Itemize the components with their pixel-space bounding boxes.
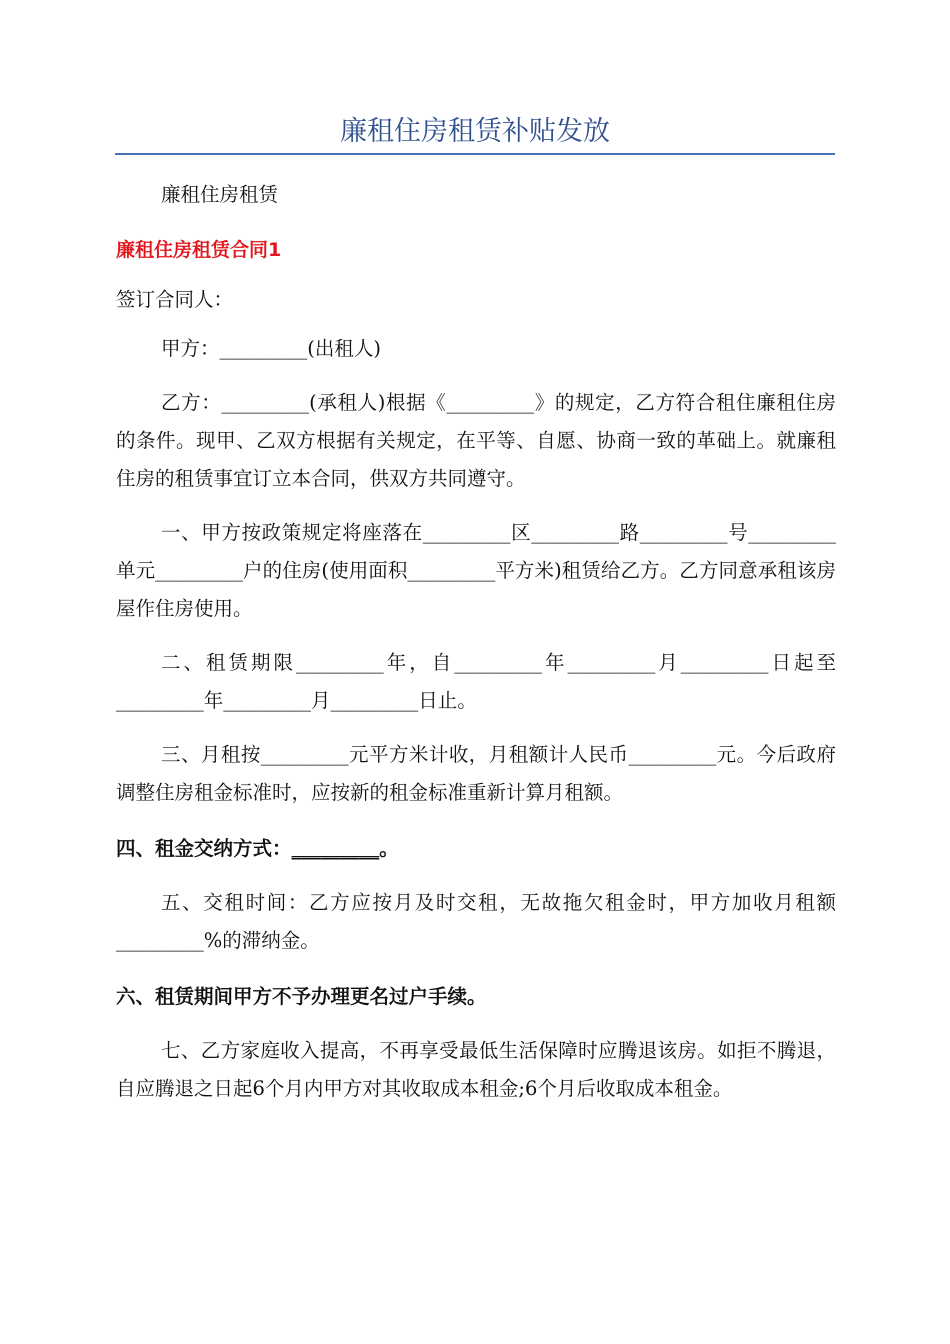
clause-1-paragraph: 一、甲方按政策规定将座落在_________区_________路_________号_________单元_________户的住房(使用面积_________平方米)租赁给乙方。乙方同意承租该房屋作住房使用。 [116,521,836,620]
clause-4-prefix: 四、租金交纳方式： [116,837,292,860]
signers-label: 签订合同人： [116,288,234,311]
party-a-paragraph: 甲方：_________(出租人) [161,337,381,360]
clause-4-blank: _________ [291,837,380,860]
clause-7-paragraph: 七、乙方家庭收入提高，不再享受最低生活保障时应腾退该房。如拒不腾退，自应腾退之日起6个月内甲方对其收取成本租金;6个月后收取成本租金。 [116,1039,836,1100]
title-underline-rule [115,153,835,155]
party-b-paragraph: 乙方：_________(承租人)根据《_________》的规定，乙方符合租住廉租住房的条件。现甲、乙双方根据有关规定，在平等、自愿、协商一致的革础上。就廉租住房的租赁事宜订立本合同，供双方共同遵守。 [116,391,836,490]
clause-3-paragraph: 三、月租按_________元平方米计收，月租额计人民币_________元。今后政府调整住房租金标准时，应按新的租金标准重新计算月租额。 [116,743,836,804]
clause-5-paragraph: 五、交租时间：乙方应按月及时交租，无故拖欠租金时，甲方加收月租额_________%的滞纳金。 [116,891,836,952]
clause-6-paragraph: 六、租赁期间甲方不予办理更名过户手续。 [116,985,487,1008]
contract-heading: 廉租住房租赁合同1 [116,239,282,261]
clause-4-suffix: 。 [379,837,399,860]
subtitle-paragraph: 廉租住房租赁 [161,183,279,206]
clause-2-paragraph: 二、租赁期限_________年，自_________年_________月_________日起至_________年_________月_________日止。 [116,651,836,712]
document-title: 廉租住房租赁补贴发放 [340,116,610,147]
clause-4-paragraph [116,830,836,868]
